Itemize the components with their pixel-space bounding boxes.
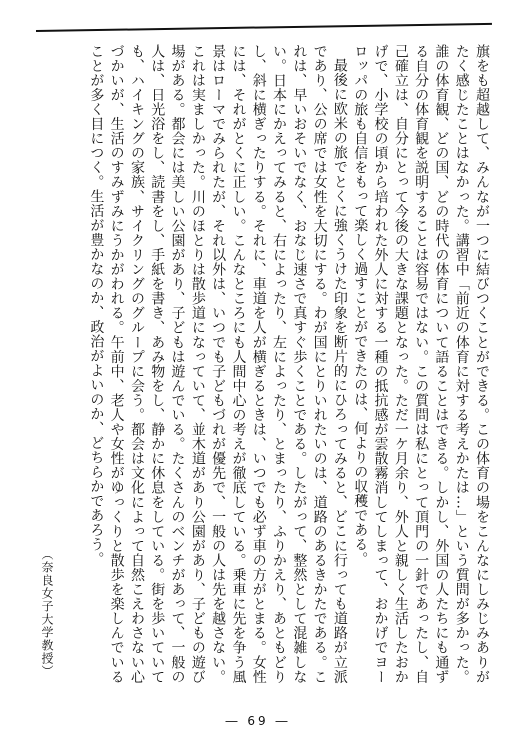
paragraph-2: 最後に欧米の旅でとくに強くうけた印象を断片的にひろってみると、どこに行っても道路が立派であり、公の席では女性を大切にする。わが国にとりいれたいのは、道路のあるきかたである。これは、早いおそいでなく、おなじ速さで真すぐ歩くことである。したがって、整然として混雑しない。日本にかえってみると、右によったり、左によったり、とまったり、ふりかえり、あともどりし、斜に横ぎったりする。それに、車道を人が横ぎるときは、いつでも必ず車の方がとまる。女性には、それがとくに正しい。こんなところにも人間中心の考えが徹底している。乗車に先を争う風景はローマでみられたが、それ以外は、いつでも子どもづれが優先で、一般の人は先を越さない。これは実ましかった。川のほとりは散歩道になっていて、並木道があり公園があり、子どもの遊び場がある。都会には美しい公園があり、子どもは遊んでいる。たくさんのベンチがあって、一般の人は、日光浴をし、読書をし、手紙を書き、あみ物をし、静かに休息をしている。街を歩いていても、ハイキングの家族、サイクリングのグループに会う。都会は文化によって自然こえわさない心づかいが、生活のすみずみにうかがわれる。午前中、老人や女性がゆっくりと散歩を楽しんでいることが多く目につく。生活が豊かなのか、政治がよいのか、どちらかであろう。 [88,44,348,684]
top-rule [36,23,492,32]
author-affiliation: （奈良女子大学教授） [40,548,54,678]
page-number: ― 69 ― [225,714,291,728]
body-text [22,44,492,684]
paragraph-1: 旗をも超越して、みんなが一つに結びつくことができる。この体育の場をこんなにしみじみありがたく感じたことはなかった。講習中「前近の体育に対する考えかたは…」という質問が多かった。誰の体育観、どの国、どの時代の体育について語ることはできる。しかし、外国の人たちにも通ずる自分の体育観を説明することは容易ではない。この質問は私にとって頂門の一針であったし、自己確立は、自分にとって今後の大きな課題となった。ただ一ケ月余り、外人と親しく生活したおかげで、小学校の頃から培われた外人に対する一種の抵抗感が雲散霧消してしまって、おかげでヨーロッパの旅も自信をもって楽しく過すことができたのは、何よりの収穫である。 [352,44,490,684]
